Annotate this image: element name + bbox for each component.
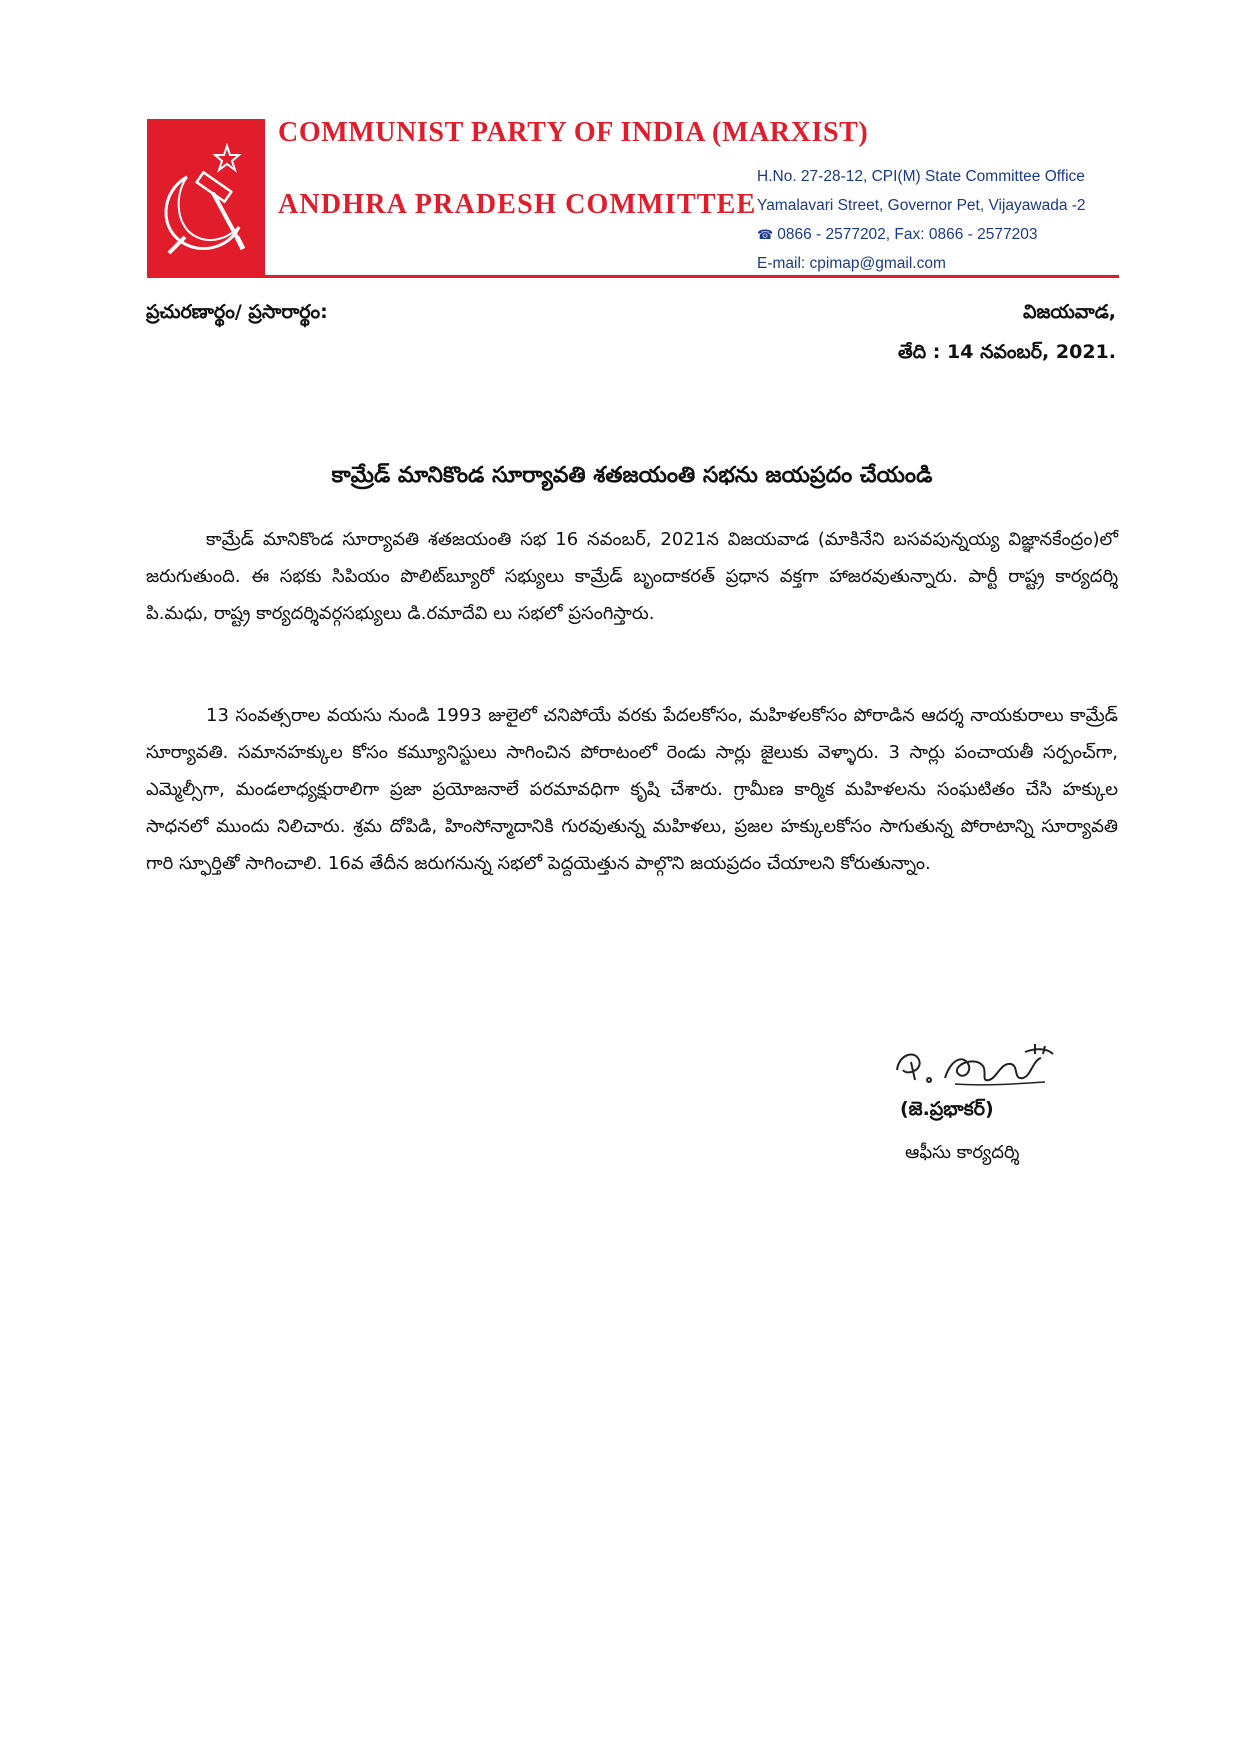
handwritten-signature (885, 1040, 1065, 1095)
hammer-and-sickle-star-icon (147, 119, 265, 276)
address-line-1: H.No. 27-28-12, CPI(M) State Committee Office (757, 168, 1085, 185)
phone-line (757, 220, 1086, 249)
signatory-name: (జె.ప్రభాకర్‌) (900, 1098, 994, 1120)
date: తేది : 14 నవంబర్‌, 2021. (897, 341, 1116, 363)
phone-text: 0866 - 2577202, Fax: 0866 - 2577203 (777, 226, 1038, 243)
signatory-title: ఆఫీసు కార్యదర్శి (905, 1142, 1020, 1163)
telephone-icon: ☎ (757, 227, 774, 242)
body-paragraph: 13 సంవత్సరాల వయసు నుండి 1993 జులైలో చనిపోయే వరకు పేదలకోసం, మహిళలకోసం పోరాడిన ఆదర్శ నాయకురాలు కామ్రేడ్‌ సూర్యావతి. సమానహక్కుల కోసం కమ్యూనిస్టులు సాగించిన పోరాటంలో రెండు సార్లు జైలుకు వెళ్ళారు. 3 సార్లు పంచాయతీ సర్పంచ్‌గా, ఎమ్మెల్సీగా, మండలాధ్యక్షురాలిగా ప్రజా ప్రయోజనాలే పరమావధిగా కృషి చేశారు. గ్రామీణ కార్మిక మహిళలను సంఘటితం చేసి హక్కుల సాధనలో ముందు నిలిచారు. శ్రమ దోపిడి, హింసోన్మాదానికి గురవుతున్న మహిళలు, ప్రజల హక్కులకోసం సాగుతున్న పోరాటాన్ని సూర్యావతి గారి స్ఫూర్తితో సాగించాలి. 16వ తేదీన జరుగనున్న సభలో పెద్దయెత్తున పాల్గొని జయప్రదం చేయాలని కోరుతున్నాం. (146, 705, 1118, 874)
organization-name: COMMUNIST PARTY OF INDIA (MARXIST) (278, 117, 869, 148)
letterhead-divider (147, 275, 1119, 278)
body-paragraph: కామ్రేడ్‌ మానికొండ సూర్యావతి శతజయంతి సభ 16 నవంబర్‌, 2021న విజయవాడ (మాకినేని బసవపున్నయ్య విజ్ఞానకేంద్రం)లో జరుగుతుంది. ఈ సభకు సిపియం పొలిట్‌బ్యూరో సభ్యులు కామ్రేడ్‌ బృందాకరత్‌ ప్రధాన వక్తగా హాజరవుతున్నారు. పార్టీ రాష్ట్ర కార్యదర్శి పి.మధు, రాష్ట్ర కార్యదర్శివర్గసభ్యులు డి.రమాదేవి లు సభలో ప్రసంగిస్తారు. (146, 529, 1118, 624)
release-label: ప్రచురణార్థం/ ప్రసారార్థం: (146, 301, 328, 323)
place: విజయవాడ, (1022, 301, 1116, 323)
committee-name: ANDHRA PRADESH COMMITTEE (278, 189, 757, 220)
document-heading: కామ్రేడ్‌ మానికొండ సూర్యావతి శతజయంతి సభను జయప్రదం చేయండి (331, 463, 933, 488)
address-line-2: Yamalavari Street, Governor Pet, Vijayawada -2 (757, 197, 1086, 214)
email-line: E-mail: cpimap@gmail.com (757, 255, 946, 272)
party-logo (147, 119, 265, 276)
contact-block (757, 162, 1086, 278)
